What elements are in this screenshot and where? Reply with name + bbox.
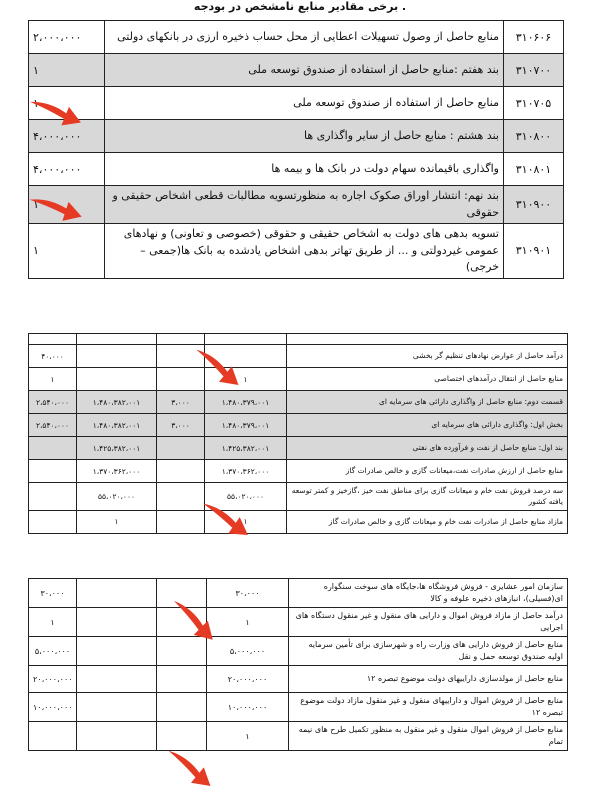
amount-cell <box>77 637 157 666</box>
code-cell: ۳۱۰۷۰۰ <box>504 54 564 87</box>
amount-cell: ۱،۴۸۰،۳۸۲،۰۰۱ <box>77 414 157 437</box>
table-row <box>29 608 568 637</box>
total-cell <box>29 510 77 533</box>
amount-cell <box>157 693 207 722</box>
amount-cell: ۱،۴۲۵،۳۸۲،۰۰۱ <box>77 437 157 460</box>
total-cell <box>29 460 77 483</box>
table-row <box>29 153 564 186</box>
description-cell: منابع حاصل از فروش اموال منقول و غیر منقول به منظور تکمیل طرح های نیمه تمام <box>289 722 568 751</box>
value-cell: ۴،۰۰۰،۰۰۰ <box>29 153 105 186</box>
description-cell: بند نهم: انتشار اوراق صکوک اجاره به منظورتسویه مطالبات قطعی اشخاص حقیقی و حقوقی <box>105 186 504 224</box>
total-cell: ۴۰،۰۰۰ <box>29 345 77 368</box>
description-cell: درآمد حاصل از عوارض نهادهای تنظیم گر بخشی <box>287 345 568 368</box>
value-cell: ۲،۰۰۰،۰۰۰ <box>29 21 105 54</box>
table-row <box>29 722 568 751</box>
table-row <box>29 437 568 460</box>
amount-cell: ۵۵،۰۲۰،۰۰۰ <box>77 483 157 511</box>
description-cell: منابع حاصل از استفاده از صندوق توسعه ملی <box>105 87 504 120</box>
amount-cell <box>77 345 157 368</box>
amount-cell: ۳۰،۰۰۰ <box>207 579 289 608</box>
description-cell: منابع حاصل از فروش دارایی های وزارت راه و شهرسازی برای تأمین سرمایه اولیه صندوق توسعه حمل و نقل <box>289 637 568 666</box>
amount-cell <box>77 722 157 751</box>
amount-cell: ۵۵،۰۲۰،۰۰۰ <box>205 483 287 511</box>
code-cell: ۳۱۰۸۰۱ <box>504 153 564 186</box>
table-row <box>29 120 564 153</box>
code-cell: ۳۱۰۹۰۰ <box>504 186 564 224</box>
table-row <box>29 414 568 437</box>
description-cell: درآمد حاصل از مازاد فروش اموال و دارایی های منقول و غیر منقول دستگاه های اجرایی <box>289 608 568 637</box>
amount-cell: ۱،۴۸۰،۳۷۹،۰۰۱ <box>205 391 287 414</box>
amount-cell <box>157 368 205 391</box>
total-cell: ۵،۰۰۰،۰۰۰ <box>29 637 77 666</box>
code-cell: ۳۱۰۶۰۶ <box>504 21 564 54</box>
total-cell: ۲،۵۴۰،۰۰۰ <box>29 391 77 414</box>
amount-cell: ۳،۰۰۰ <box>157 391 205 414</box>
description-cell: بند هشتم : منابع حاصل از سایر واگذاری ها <box>105 120 504 153</box>
amount-cell: ۱،۴۸۰،۳۸۲،۰۰۱ <box>77 391 157 414</box>
total-cell: ۳۰،۰۰۰ <box>29 579 77 608</box>
amount-cell: ۱ <box>77 510 157 533</box>
total-cell: ۱ <box>29 368 77 391</box>
table-row <box>29 224 564 279</box>
budget-table-1 <box>28 20 564 279</box>
table-row <box>29 54 564 87</box>
description-cell: منابع حاصل از ارزش صادرات نفت،میعانات گازی و خالص صادرات گاز <box>287 460 568 483</box>
amount-cell: ۱،۳۷۰،۳۶۲،۰۰۰ <box>205 460 287 483</box>
value-cell: ۱ <box>29 186 105 224</box>
value-cell: ۱ <box>29 54 105 87</box>
table-row <box>29 368 568 391</box>
table-row <box>29 510 568 533</box>
budget-table-3 <box>28 578 568 751</box>
description-cell: منابع حاصل از فروش اموال و داراییهای منقول و غیر منقول مازاد دولت موضوع تبصره ۱۲ <box>289 693 568 722</box>
description-cell: منابع حاصل از مولدسازی داراییهای دولت موضوع تبصره ۱۲ <box>289 666 568 693</box>
table-row <box>29 637 568 666</box>
amount-cell: ۱ <box>205 510 287 533</box>
page-title: . برخی مقادیر منابع نامشخص در بودجه <box>193 0 407 13</box>
description-cell: بند اول: منابع حاصل از نفت و فرآورده های نفتی <box>287 437 568 460</box>
description-cell: بخش اول: واگذاری دارائی های سرمایه ای <box>287 414 568 437</box>
amount-cell: ۱،۳۷۰،۳۶۲،۰۰۰ <box>77 460 157 483</box>
amount-cell: ۱،۴۸۰،۳۷۹،۰۰۱ <box>205 414 287 437</box>
amount-cell <box>157 666 207 693</box>
table-row <box>29 460 568 483</box>
total-cell <box>29 722 77 751</box>
value-cell: ۴،۰۰۰،۰۰۰ <box>29 120 105 153</box>
description-cell: سازمان امور عشایری - فروش فروشگاه ها،جایگاه های سوخت سنگواره ای(فسیلی)، انبارهای ذخیره علوفه و کالا <box>289 579 568 608</box>
amount-cell <box>157 437 205 460</box>
budget-table-2 <box>28 333 568 534</box>
description-cell: منابع حاصل از انتقال درآمدهای اختصاصی <box>287 368 568 391</box>
value-cell: ۱ <box>29 224 105 279</box>
amount-cell <box>77 666 157 693</box>
amount-cell: ۱۰،۰۰۰،۰۰۰ <box>207 693 289 722</box>
code-cell: ۳۱۰۷۰۵ <box>504 87 564 120</box>
total-cell: ۲۰،۰۰۰،۰۰۰ <box>29 666 77 693</box>
amount-cell: ۲۰،۰۰۰،۰۰۰ <box>207 666 289 693</box>
description-cell: سه درصد فروش نفت خام و میعانات گازی برای مناطق نفت خیز ،گازخیز و کمتر توسعه یافته کشور <box>287 483 568 511</box>
table-row <box>29 87 564 120</box>
table-row <box>29 666 568 693</box>
amount-cell: ۱ <box>205 368 287 391</box>
description-cell: تسویه بدهی های دولت به اشخاص حقیقی و حقوقی (خصوصی و تعاونی) و نهادهای عمومی غیردولتی و ... از طریق تهاتر بدهی اشخاص یادشده به بانک ها(جمعی – خرجی) <box>105 224 504 279</box>
table-row <box>29 693 568 722</box>
description-cell: مازاد منابع حاصل از صادرات نفت خام و میعانات گازی و خالص صادرات گاز <box>287 510 568 533</box>
amount-cell <box>77 693 157 722</box>
code-cell: ۳۱۰۸۰۰ <box>504 120 564 153</box>
amount-cell: ۳،۰۰۰ <box>157 414 205 437</box>
description-cell: واگذاری باقیمانده سهام دولت در بانک ها و بیمه ها <box>105 153 504 186</box>
code-cell: ۳۱۰۹۰۱ <box>504 224 564 279</box>
table-row <box>29 579 568 608</box>
table-row <box>29 345 568 368</box>
amount-cell <box>77 608 157 637</box>
description-cell: منابع حاصل از وصول تسهیلات اعطایی از محل حساب ذخیره ارزی در بانکهای دولتی <box>105 21 504 54</box>
amount-cell <box>157 460 205 483</box>
amount-cell: ۱ <box>207 608 289 637</box>
table-row-clipped <box>29 334 568 345</box>
amount-cell <box>77 579 157 608</box>
total-cell <box>29 483 77 511</box>
amount-cell: ۱،۴۲۵،۳۸۲،۰۰۱ <box>205 437 287 460</box>
table-row <box>29 21 564 54</box>
amount-cell <box>77 368 157 391</box>
total-cell: ۱ <box>29 608 77 637</box>
amount-cell: ۵،۰۰۰،۰۰۰ <box>207 637 289 666</box>
description-cell: قسمت دوم: منابع حاصل از واگذاری دارائی های سرمایه ای <box>287 391 568 414</box>
total-cell <box>29 437 77 460</box>
table-row <box>29 483 568 511</box>
table-row <box>29 186 564 224</box>
table-row <box>29 391 568 414</box>
total-cell: ۲،۵۴۰،۰۰۰ <box>29 414 77 437</box>
amount-cell: ۱ <box>207 722 289 751</box>
description-cell: بند هفتم :منابع حاصل از استفاده از صندوق توسعه ملی <box>105 54 504 87</box>
total-cell: ۱۰،۰۰۰،۰۰۰ <box>29 693 77 722</box>
